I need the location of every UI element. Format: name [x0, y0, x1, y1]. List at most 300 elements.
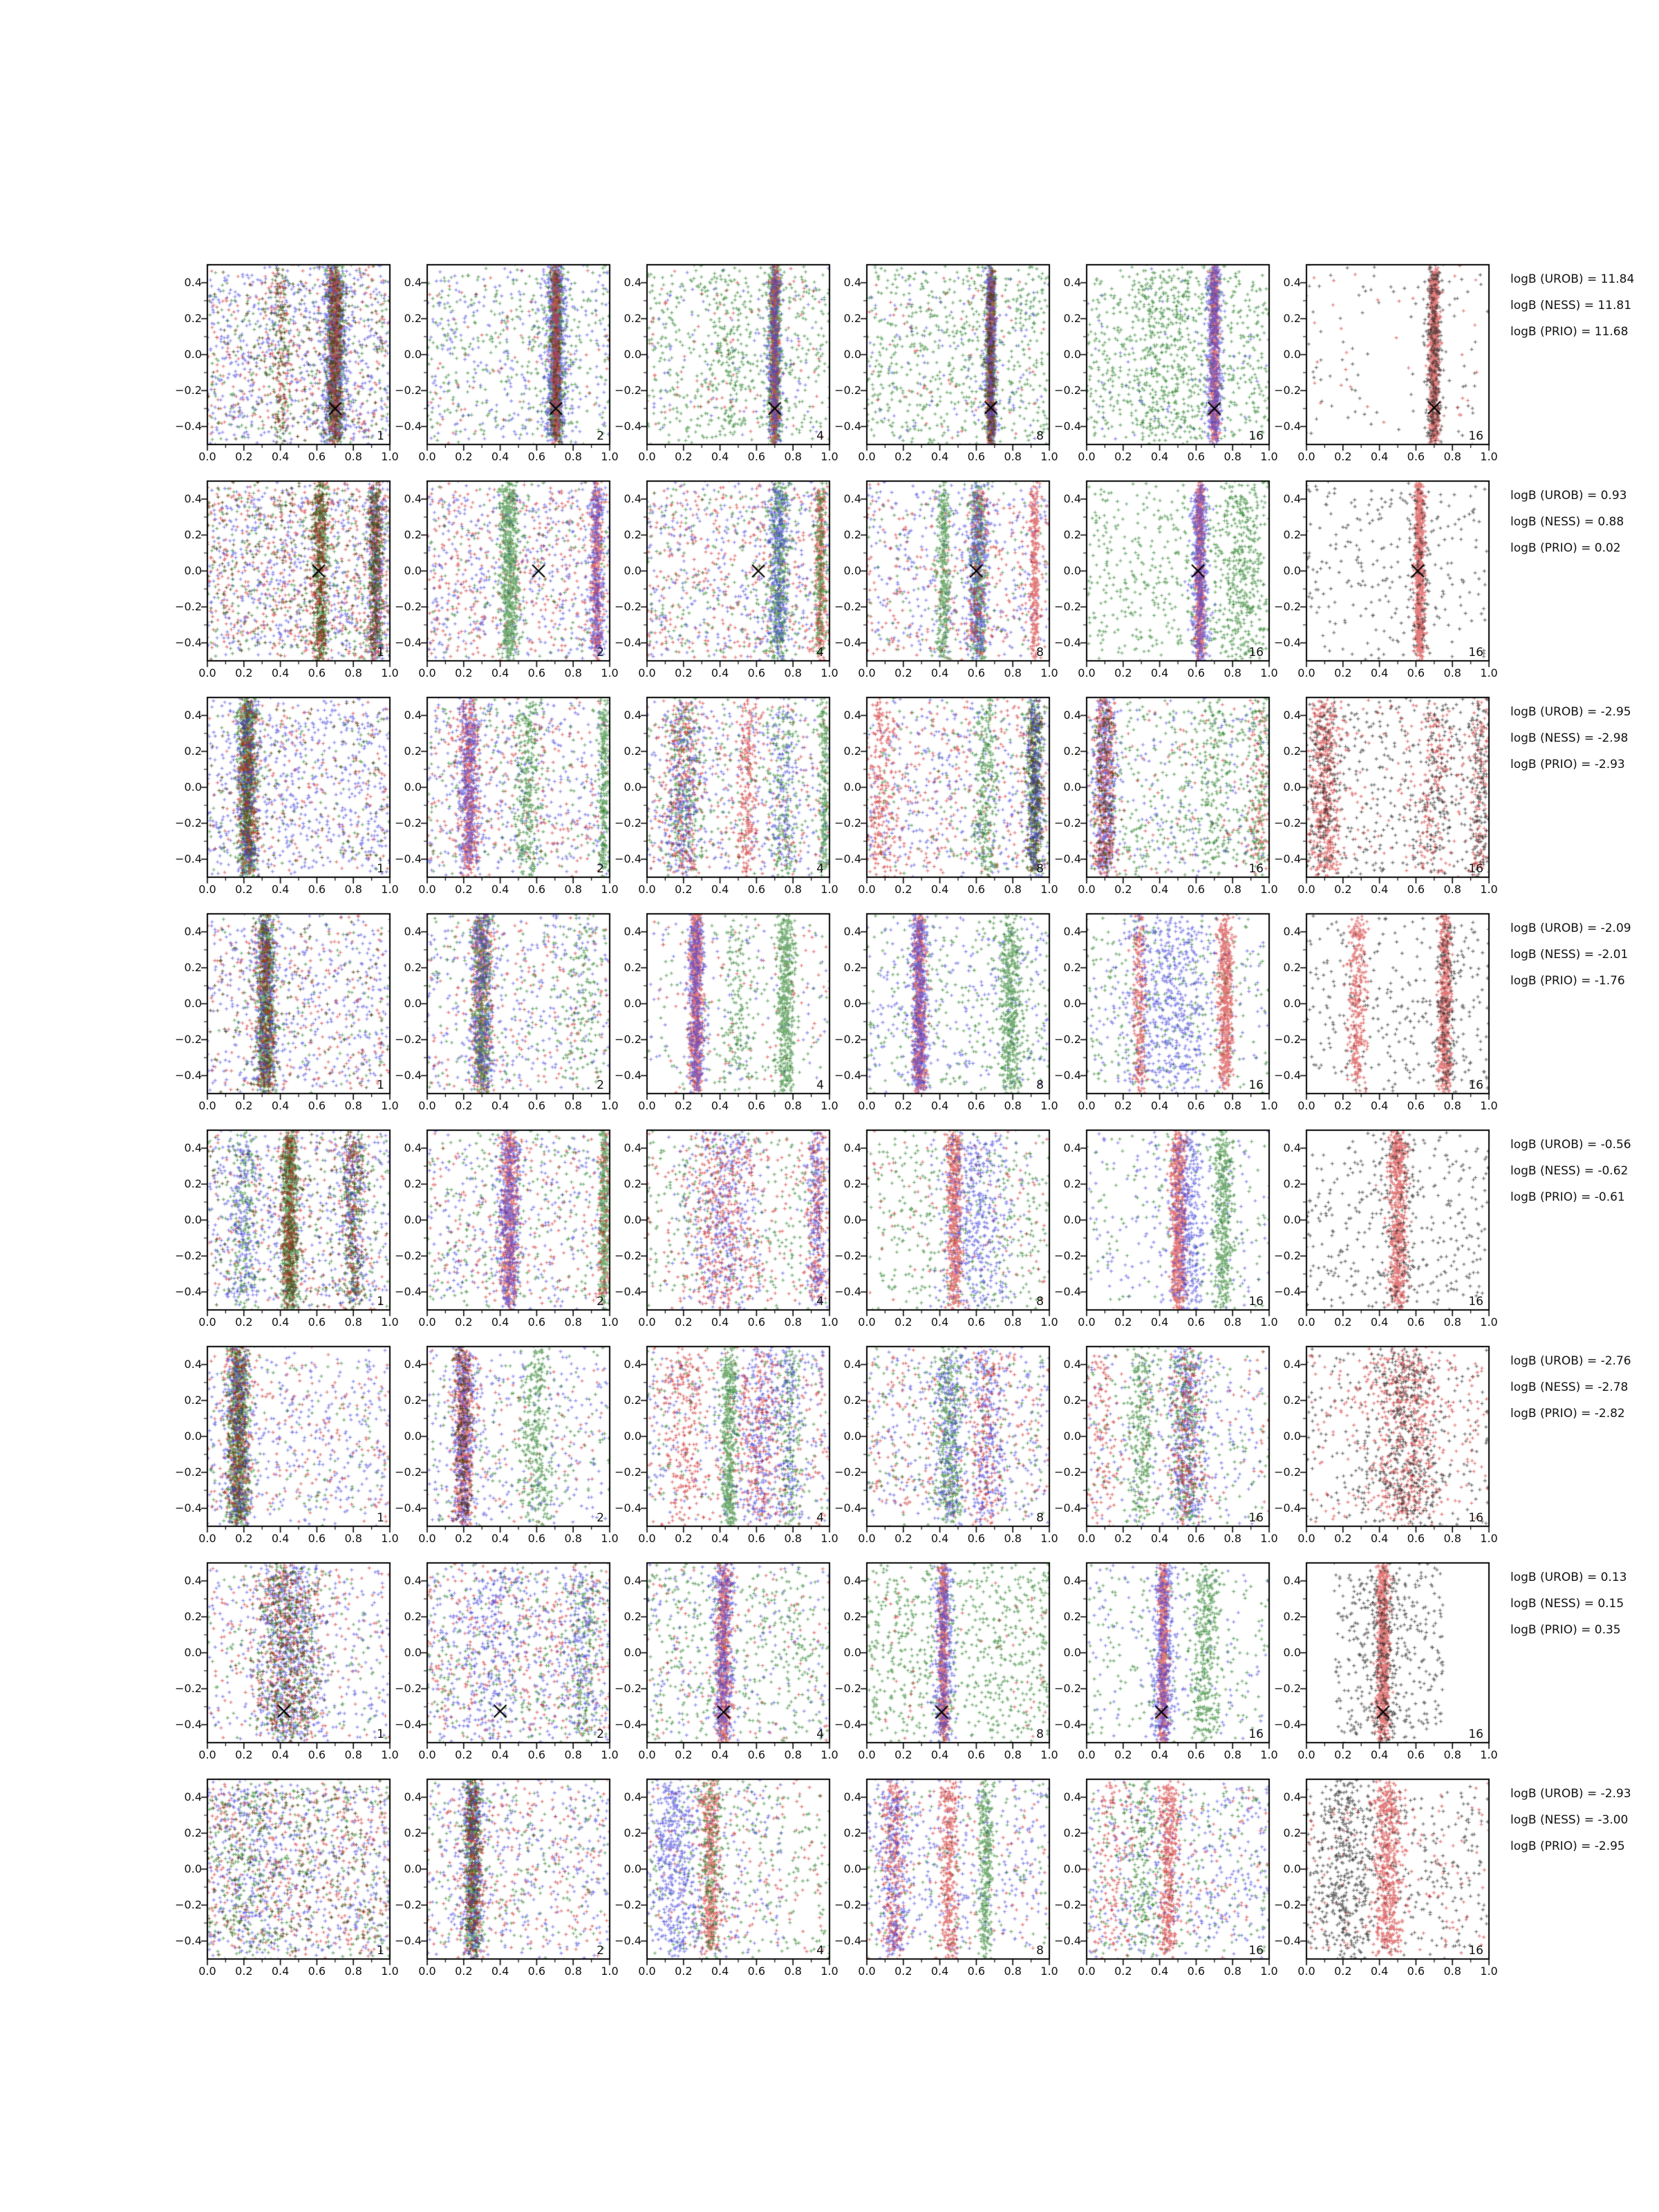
y-tick-label: 0.4 — [843, 276, 861, 289]
panel-corner-label: 16 — [1248, 1295, 1264, 1309]
x-tick-label: 0.6 — [967, 1965, 986, 1978]
y-tick-label: −0.2 — [834, 1682, 861, 1695]
x-tick-label: 0.4 — [1370, 1965, 1389, 1978]
x-tick-label: 0.2 — [894, 1315, 912, 1329]
x-tick-label: 0.6 — [967, 883, 986, 896]
x-tick-label: 0.4 — [1370, 883, 1389, 896]
scatter-points-canvas — [1293, 1116, 1503, 1324]
x-tick-label: 0.0 — [418, 1532, 436, 1545]
x-tick-label: 0.0 — [638, 1748, 656, 1761]
x-tick-label: 0.4 — [930, 1965, 949, 1978]
x-tick-label: 0.0 — [1078, 1099, 1096, 1112]
y-tick-label: 0.0 — [1063, 1213, 1081, 1226]
x-tick-label: 0.2 — [675, 1748, 693, 1761]
x-tick-label: 0.6 — [1407, 666, 1425, 679]
y-tick-label: 0.0 — [1283, 780, 1301, 794]
y-tick-label: −0.2 — [1054, 1898, 1081, 1911]
scatter-panel-r6c1 — [175, 1347, 399, 1545]
x-tick-label: 0.4 — [271, 1315, 290, 1329]
y-tick-label: 0.2 — [1283, 528, 1301, 541]
scatter-panel-r5c6 — [1274, 1130, 1498, 1329]
x-tick-label: 0.2 — [455, 883, 473, 896]
y-tick-label: −0.4 — [1054, 420, 1081, 433]
y-tick-label: 0.4 — [1063, 492, 1081, 505]
scatter-points-canvas — [633, 1765, 843, 1973]
x-tick-label: 1.0 — [1040, 1748, 1058, 1761]
y-tick-label: 0.4 — [843, 709, 861, 722]
x-tick-label: 0.4 — [711, 1315, 729, 1329]
y-tick-label: 0.0 — [404, 348, 422, 361]
y-tick-label: −0.4 — [615, 852, 641, 865]
y-tick-label: 0.4 — [404, 709, 422, 722]
y-tick-label: −0.4 — [1054, 1934, 1081, 1947]
x-tick-label: 0.6 — [308, 1965, 326, 1978]
scatter-panel-r7c3 — [615, 1563, 838, 1761]
x-tick-label: 1.0 — [1480, 1748, 1498, 1761]
y-tick-label: −0.2 — [834, 1033, 861, 1046]
x-tick-label: 1.0 — [1040, 1532, 1058, 1545]
x-tick-label: 0.2 — [1334, 1965, 1352, 1978]
panel-corner-label: 16 — [1468, 1295, 1483, 1309]
x-tick-label: 0.8 — [784, 1315, 802, 1329]
x-tick-label: 0.4 — [930, 1315, 949, 1329]
y-tick-label: −0.2 — [615, 1033, 641, 1046]
x-tick-label: 0.4 — [711, 450, 729, 463]
y-tick-label: −0.2 — [1054, 600, 1081, 613]
y-tick-label: −0.4 — [175, 1934, 202, 1947]
logb-annotation-line: logB (PRIO) = 0.35 — [1510, 1623, 1621, 1637]
scatter-points-canvas — [1293, 251, 1503, 458]
scatter-panel-r2c6 — [1274, 481, 1498, 679]
scatter-points-canvas — [194, 251, 404, 458]
panel-corner-label: 2 — [597, 1511, 604, 1525]
scatter-points-canvas — [853, 684, 1063, 891]
x-tick-label: 0.6 — [1407, 1099, 1425, 1112]
x-tick-label: 0.4 — [271, 450, 290, 463]
y-tick-label: 0.0 — [404, 1646, 422, 1659]
y-tick-label: 0.2 — [404, 1610, 422, 1623]
y-tick-label: −0.2 — [1274, 1249, 1301, 1262]
x-tick-label: 0.4 — [1370, 1315, 1389, 1329]
y-tick-label: −0.2 — [1274, 1682, 1301, 1695]
scatter-points-canvas — [853, 1333, 1063, 1540]
scatter-panel-r3c3 — [615, 697, 838, 896]
scatter-panel-r6c3 — [615, 1347, 838, 1545]
y-tick-label: 0.4 — [1063, 1141, 1081, 1154]
y-tick-label: 0.4 — [404, 1141, 422, 1154]
logb-annotation-line: logB (NESS) = 0.15 — [1510, 1597, 1624, 1611]
x-tick-label: 0.6 — [527, 450, 546, 463]
x-tick-label: 0.4 — [1370, 1099, 1389, 1112]
x-tick-label: 0.6 — [527, 1099, 546, 1112]
y-tick-label: 0.2 — [184, 744, 202, 758]
scatter-points-canvas — [853, 467, 1063, 675]
x-tick-label: 0.8 — [344, 450, 362, 463]
x-tick-label: 1.0 — [1040, 1315, 1058, 1329]
panel-corner-label: 16 — [1468, 1078, 1483, 1092]
y-tick-label: −0.2 — [1054, 1033, 1081, 1046]
x-tick-label: 1.0 — [821, 883, 838, 896]
x-tick-label: 0.6 — [747, 1099, 766, 1112]
scatter-panel-r7c2 — [395, 1563, 619, 1761]
y-tick-label: 0.0 — [624, 348, 641, 361]
scatter-panel-r2c1 — [175, 481, 399, 679]
y-tick-label: 0.4 — [1063, 925, 1081, 938]
scatter-panel-r6c2 — [395, 1347, 619, 1545]
y-tick-label: 0.0 — [1283, 1213, 1301, 1226]
y-tick-label: −0.4 — [1054, 636, 1081, 649]
scatter-points-canvas — [194, 684, 404, 891]
x-tick-label: 0.6 — [527, 1965, 546, 1978]
x-tick-label: 1.0 — [601, 883, 619, 896]
y-tick-label: −0.4 — [834, 1069, 861, 1082]
scatter-points-canvas — [194, 1765, 404, 1973]
y-tick-label: 0.2 — [1063, 1826, 1081, 1839]
scatter-points-canvas — [853, 251, 1063, 458]
scatter-points-canvas — [853, 1765, 1063, 1973]
y-tick-label: 0.0 — [1063, 1430, 1081, 1443]
scatter-panel-r6c6 — [1274, 1347, 1498, 1545]
x-tick-label: 0.8 — [1443, 1532, 1461, 1545]
scatter-points-canvas — [633, 467, 843, 675]
x-tick-label: 0.8 — [564, 1965, 582, 1978]
x-tick-label: 0.4 — [1150, 1099, 1169, 1112]
x-tick-label: 0.4 — [1150, 1965, 1169, 1978]
x-tick-label: 0.8 — [1224, 450, 1241, 463]
scatter-panel-r8c4 — [834, 1779, 1058, 1978]
x-tick-label: 0.8 — [784, 1965, 802, 1978]
scatter-panel-r3c1 — [175, 697, 399, 896]
x-tick-label: 0.0 — [858, 666, 876, 679]
y-tick-label: 0.4 — [624, 1790, 641, 1803]
y-tick-label: 0.4 — [843, 1141, 861, 1154]
logb-annotation-block — [1510, 266, 1634, 345]
y-tick-label: −0.2 — [175, 1033, 202, 1046]
scatter-panel-r3c4 — [834, 697, 1058, 896]
y-tick-label: −0.4 — [1274, 636, 1301, 649]
x-tick-label: 0.0 — [1297, 1748, 1315, 1761]
y-tick-label: 0.4 — [184, 1574, 202, 1587]
x-tick-label: 1.0 — [381, 450, 399, 463]
panel-corner-label: 16 — [1468, 1511, 1483, 1525]
x-tick-label: 1.0 — [1260, 1099, 1278, 1112]
scatter-panel-r8c6 — [1274, 1779, 1498, 1978]
y-tick-label: −0.4 — [834, 1718, 861, 1731]
scatter-panel-r8c3 — [615, 1779, 838, 1978]
x-tick-label: 0.2 — [235, 1965, 253, 1978]
scatter-points-canvas — [633, 684, 843, 891]
y-tick-label: 0.0 — [843, 780, 861, 794]
y-tick-label: −0.2 — [615, 1682, 641, 1695]
x-tick-label: 0.4 — [711, 1965, 729, 1978]
y-tick-label: 0.2 — [404, 1177, 422, 1190]
x-tick-label: 1.0 — [1480, 883, 1498, 896]
x-tick-label: 0.0 — [198, 666, 216, 679]
y-tick-label: 0.0 — [184, 1646, 202, 1659]
y-tick-label: −0.4 — [395, 420, 422, 433]
x-tick-label: 1.0 — [381, 1532, 399, 1545]
y-tick-label: 0.2 — [404, 312, 422, 325]
x-tick-label: 0.2 — [1114, 1532, 1132, 1545]
x-tick-label: 1.0 — [1040, 883, 1058, 896]
logb-annotation-line: logB (UROB) = -2.95 — [1510, 705, 1631, 719]
y-tick-label: −0.2 — [395, 600, 422, 613]
x-tick-label: 0.8 — [1443, 1315, 1461, 1329]
x-tick-label: 0.0 — [858, 1748, 876, 1761]
logb-annotation-block — [1510, 699, 1631, 778]
y-tick-label: 0.0 — [404, 997, 422, 1010]
scatter-panel-r4c1 — [175, 914, 399, 1112]
y-tick-label: −0.4 — [1274, 852, 1301, 865]
panel-corner-label: 16 — [1468, 862, 1483, 876]
y-tick-label: 0.0 — [1063, 997, 1081, 1010]
panel-corner-label: 8 — [1036, 1295, 1044, 1309]
x-tick-label: 0.8 — [1004, 1315, 1022, 1329]
y-tick-label: −0.4 — [834, 1285, 861, 1298]
x-tick-label: 0.6 — [1187, 883, 1206, 896]
panel-corner-label: 16 — [1468, 1727, 1483, 1741]
panel-corner-label: 8 — [1036, 1078, 1044, 1092]
x-tick-label: 0.8 — [1443, 1748, 1461, 1761]
y-tick-label: −0.2 — [615, 816, 641, 830]
x-tick-label: 0.4 — [711, 1099, 729, 1112]
x-tick-label: 0.6 — [967, 1532, 986, 1545]
x-tick-label: 0.6 — [308, 666, 326, 679]
y-tick-label: 0.0 — [1063, 1646, 1081, 1659]
x-tick-label: 0.0 — [638, 1315, 656, 1329]
scatter-panel-r7c1 — [175, 1563, 399, 1761]
scatter-panel-r8c5 — [1054, 1779, 1278, 1978]
scatter-points-canvas — [194, 1116, 404, 1324]
logb-annotation-line: logB (PRIO) = 0.02 — [1510, 541, 1621, 555]
x-tick-label: 0.4 — [1150, 1315, 1169, 1329]
x-tick-label: 0.4 — [271, 666, 290, 679]
y-tick-label: −0.4 — [1054, 1718, 1081, 1731]
x-tick-label: 1.0 — [381, 1099, 399, 1112]
scatter-panel-r5c4 — [834, 1130, 1058, 1329]
logb-annotation-block — [1510, 1132, 1631, 1210]
x-tick-label: 0.8 — [1443, 450, 1461, 463]
x-tick-label: 0.8 — [1224, 1099, 1241, 1112]
y-tick-label: 0.2 — [843, 528, 861, 541]
y-tick-label: 0.0 — [184, 348, 202, 361]
x-tick-label: 0.2 — [1114, 1099, 1132, 1112]
x-tick-label: 1.0 — [381, 666, 399, 679]
y-tick-label: 0.0 — [843, 1213, 861, 1226]
x-tick-label: 0.6 — [747, 1315, 766, 1329]
x-tick-label: 0.0 — [1297, 450, 1315, 463]
y-tick-label: −0.4 — [1274, 1285, 1301, 1298]
y-tick-label: 0.4 — [404, 925, 422, 938]
y-tick-label: 0.0 — [404, 1213, 422, 1226]
x-tick-label: 0.0 — [418, 1099, 436, 1112]
y-tick-label: 0.2 — [1283, 1826, 1301, 1839]
logb-annotation-line: logB (PRIO) = -1.76 — [1510, 974, 1625, 988]
x-tick-label: 1.0 — [1480, 1532, 1498, 1545]
y-tick-label: 0.4 — [624, 709, 641, 722]
x-tick-label: 0.4 — [491, 883, 509, 896]
y-tick-label: 0.2 — [843, 1610, 861, 1623]
y-tick-label: 0.2 — [843, 961, 861, 974]
x-tick-label: 1.0 — [1480, 450, 1498, 463]
scatter-panel-r4c2 — [395, 914, 619, 1112]
scatter-points-canvas — [1073, 684, 1283, 891]
y-tick-label: 0.2 — [624, 1177, 641, 1190]
x-tick-label: 0.2 — [1334, 1532, 1352, 1545]
scatter-points-canvas — [413, 1765, 624, 1973]
x-tick-label: 0.6 — [1187, 450, 1206, 463]
panel-corner-label: 8 — [1036, 429, 1044, 443]
y-tick-label: −0.2 — [175, 1682, 202, 1695]
panel-corner-label: 1 — [377, 1944, 384, 1958]
x-tick-label: 0.6 — [967, 1315, 986, 1329]
y-tick-label: −0.2 — [175, 1249, 202, 1262]
scatter-points-canvas — [633, 251, 843, 458]
y-tick-label: 0.2 — [624, 1826, 641, 1839]
panel-corner-label: 16 — [1248, 1078, 1264, 1092]
y-tick-label: −0.2 — [1274, 600, 1301, 613]
scatter-panel-r4c5 — [1054, 914, 1278, 1112]
scatter-panel-r7c5 — [1054, 1563, 1278, 1761]
y-tick-label: 0.0 — [1283, 1430, 1301, 1443]
y-tick-label: 0.0 — [184, 1430, 202, 1443]
panel-corner-label: 1 — [377, 862, 384, 876]
scatter-panel-r2c5 — [1054, 481, 1278, 679]
scatter-panel-r5c5 — [1054, 1130, 1278, 1329]
x-tick-label: 0.2 — [235, 1315, 253, 1329]
x-tick-label: 0.4 — [491, 1315, 509, 1329]
scatter-panel-r4c6 — [1274, 914, 1498, 1112]
x-tick-label: 0.8 — [1224, 666, 1241, 679]
y-tick-label: 0.0 — [843, 997, 861, 1010]
scatter-points-canvas — [1073, 900, 1283, 1107]
y-tick-label: 0.2 — [1063, 528, 1081, 541]
logb-annotation-line: logB (NESS) = -2.01 — [1510, 948, 1629, 962]
x-tick-label: 0.2 — [1334, 666, 1352, 679]
x-tick-label: 1.0 — [381, 1315, 399, 1329]
panel-corner-label: 1 — [377, 646, 384, 659]
y-tick-label: −0.2 — [1274, 1465, 1301, 1479]
x-tick-label: 0.0 — [638, 666, 656, 679]
x-tick-label: 0.0 — [1297, 1965, 1315, 1978]
y-tick-label: 0.4 — [843, 492, 861, 505]
panel-corner-label: 4 — [816, 429, 824, 443]
y-tick-label: −0.4 — [834, 1934, 861, 1947]
x-tick-label: 0.2 — [894, 1532, 912, 1545]
y-tick-label: −0.4 — [175, 420, 202, 433]
x-tick-label: 0.4 — [930, 450, 949, 463]
x-tick-label: 0.2 — [455, 1965, 473, 1978]
scatter-panel-r7c6 — [1274, 1563, 1498, 1761]
x-tick-label: 1.0 — [1480, 666, 1498, 679]
x-tick-label: 0.8 — [564, 1532, 582, 1545]
y-tick-label: 0.2 — [624, 528, 641, 541]
x-tick-label: 0.0 — [1297, 666, 1315, 679]
x-tick-label: 0.2 — [455, 1748, 473, 1761]
scatter-panel-r1c4 — [834, 265, 1058, 463]
y-tick-label: 0.4 — [1283, 1574, 1301, 1587]
y-tick-label: −0.2 — [395, 1682, 422, 1695]
x-tick-label: 0.0 — [638, 1965, 656, 1978]
y-tick-label: 0.0 — [1283, 1646, 1301, 1659]
y-tick-label: 0.2 — [184, 961, 202, 974]
y-tick-label: −0.4 — [395, 1501, 422, 1515]
panel-corner-label: 8 — [1036, 862, 1044, 876]
x-tick-label: 0.6 — [967, 1099, 986, 1112]
panel-corner-label: 16 — [1248, 646, 1264, 659]
y-tick-label: 0.4 — [1283, 925, 1301, 938]
scatter-panel-r3c6 — [1274, 697, 1498, 896]
x-tick-label: 1.0 — [1040, 1099, 1058, 1112]
y-tick-label: 0.2 — [404, 744, 422, 758]
x-tick-label: 0.2 — [894, 883, 912, 896]
scatter-points-canvas — [194, 467, 404, 675]
x-tick-label: 0.0 — [638, 883, 656, 896]
x-tick-label: 0.6 — [1187, 1748, 1206, 1761]
panel-corner-label: 16 — [1248, 862, 1264, 876]
x-tick-label: 0.0 — [198, 1315, 216, 1329]
x-tick-label: 0.8 — [784, 450, 802, 463]
x-tick-label: 0.0 — [1078, 1315, 1096, 1329]
x-tick-label: 0.4 — [930, 1748, 949, 1761]
x-tick-label: 0.2 — [1114, 1965, 1132, 1978]
y-tick-label: 0.4 — [1283, 1790, 1301, 1803]
x-tick-label: 0.4 — [491, 1965, 509, 1978]
x-tick-label: 0.0 — [1297, 1099, 1315, 1112]
x-tick-label: 0.0 — [638, 450, 656, 463]
logb-annotation-line: logB (UROB) = -2.76 — [1510, 1354, 1631, 1368]
scatter-panel-r2c4 — [834, 481, 1058, 679]
y-tick-label: 0.2 — [624, 744, 641, 758]
scatter-points-canvas — [413, 1116, 624, 1324]
x-tick-label: 1.0 — [1480, 1965, 1498, 1978]
x-tick-label: 0.2 — [455, 666, 473, 679]
logb-annotation-line: logB (PRIO) = -0.61 — [1510, 1190, 1625, 1204]
panel-corner-label: 16 — [1468, 1944, 1483, 1958]
x-tick-label: 0.0 — [1078, 1532, 1096, 1545]
y-tick-label: 0.4 — [1063, 1358, 1081, 1371]
y-tick-label: −0.4 — [615, 1501, 641, 1515]
x-tick-label: 0.4 — [711, 1532, 729, 1545]
x-tick-label: 1.0 — [601, 450, 619, 463]
y-tick-label: 0.0 — [624, 1646, 641, 1659]
y-tick-label: 0.0 — [843, 564, 861, 577]
x-tick-label: 1.0 — [601, 1965, 619, 1978]
y-tick-label: 0.2 — [404, 1394, 422, 1407]
y-tick-label: 0.2 — [624, 1610, 641, 1623]
logb-annotation-line: logB (UROB) = -2.93 — [1510, 1787, 1631, 1801]
y-tick-label: −0.2 — [834, 384, 861, 397]
y-tick-label: 0.0 — [404, 564, 422, 577]
y-tick-label: 0.0 — [184, 1862, 202, 1875]
x-tick-label: 0.0 — [1078, 666, 1096, 679]
y-tick-label: −0.2 — [395, 1249, 422, 1262]
y-tick-label: 0.2 — [1063, 1610, 1081, 1623]
scatter-panel-r4c3 — [615, 914, 838, 1112]
x-tick-label: 1.0 — [821, 450, 838, 463]
y-tick-label: 0.2 — [624, 1394, 641, 1407]
x-tick-label: 0.6 — [747, 1965, 766, 1978]
y-tick-label: −0.2 — [615, 1465, 641, 1479]
y-tick-label: 0.4 — [184, 1358, 202, 1371]
x-tick-label: 0.2 — [894, 666, 912, 679]
y-tick-label: −0.4 — [615, 1069, 641, 1082]
y-tick-label: 0.2 — [404, 528, 422, 541]
y-tick-label: 0.0 — [1063, 348, 1081, 361]
y-tick-label: −0.4 — [175, 852, 202, 865]
x-tick-label: 0.6 — [747, 666, 766, 679]
x-tick-label: 0.4 — [271, 1748, 290, 1761]
